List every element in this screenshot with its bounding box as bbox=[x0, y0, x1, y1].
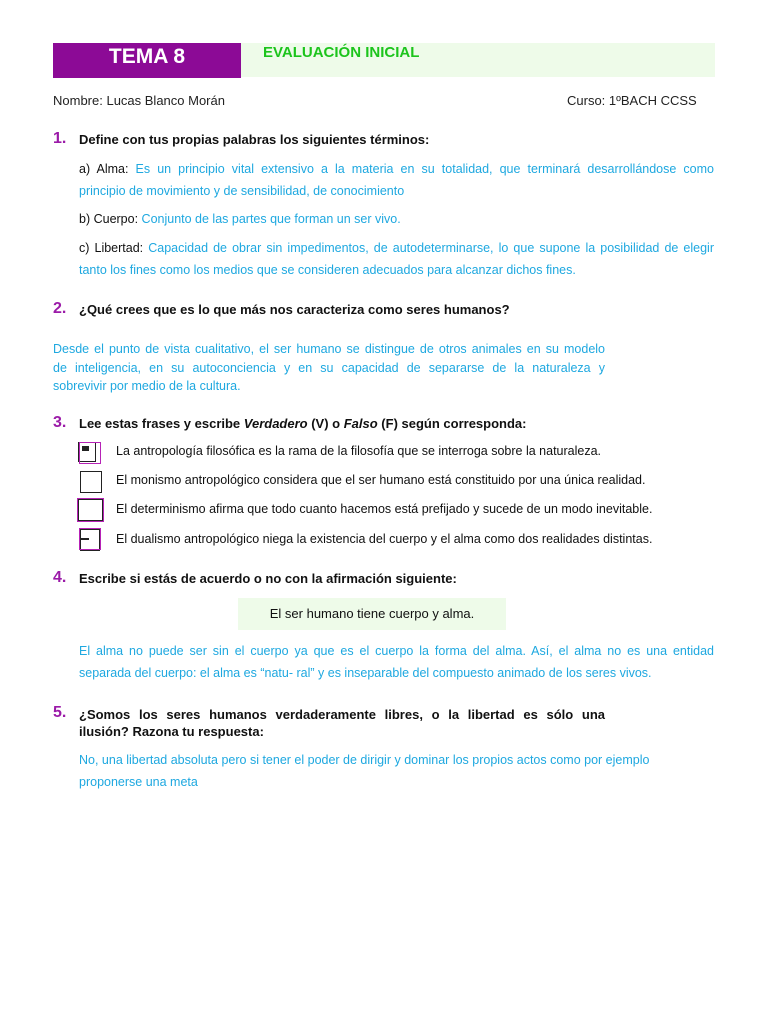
q5-text bbox=[79, 706, 605, 740]
evaluacion-title: EVALUACIÓN INICIAL bbox=[263, 44, 420, 61]
tema-title: TEMA 8 bbox=[108, 45, 186, 68]
tf-checkbox-4[interactable] bbox=[80, 529, 100, 551]
q1-b-block bbox=[79, 208, 714, 230]
q3-number: 3. bbox=[53, 414, 67, 431]
tema-banner bbox=[53, 43, 241, 78]
student-name: Nombre: Lucas Blanco Morán bbox=[53, 93, 225, 108]
q4-answer bbox=[79, 640, 714, 684]
q1-text: Define con tus propias palabras los siguientes términos: bbox=[79, 132, 430, 147]
q3-text bbox=[79, 416, 526, 431]
q2-text: ¿Qué crees que es lo que más nos caracteriza como seres humanos? bbox=[79, 302, 510, 317]
tf-checkbox-1[interactable] bbox=[78, 442, 96, 462]
q1-b-label: b) Cuerpo: bbox=[79, 212, 139, 226]
q1-a-answer-line1: Es un principio vital extensivo a la materia en su totalidad, que terminará desarrollándose como bbox=[135, 162, 714, 176]
tf-statement-2: El monismo antropológico considera que el ser humano está constituido por una única realidad. bbox=[116, 473, 646, 487]
tf-statement-4: El dualismo antropológico niega la existencia del cuerpo y el alma como dos realidades distintas. bbox=[116, 532, 653, 546]
q1-a-block bbox=[79, 158, 714, 202]
q1-c-label: c) Libertad: bbox=[79, 241, 144, 255]
statement-quote-box bbox=[238, 598, 506, 630]
q2-number: 2. bbox=[53, 300, 67, 317]
q3-text-part2: (V) o bbox=[307, 416, 344, 431]
q2-answer-line3: sobrevivir por medio de la cultura. bbox=[53, 379, 241, 393]
q1-a-label: a) Alma: bbox=[79, 162, 129, 176]
q1-a-answer-line2: principio de movimiento y de sensibilidad, de conocimiento bbox=[79, 184, 405, 198]
q1-c-answer-line1: Capacidad de obrar sin impedimentos, de autodeterminarse, lo que supone la posibilidad de elegir bbox=[148, 241, 715, 255]
q5-text-line1: ¿Somos los seres humanos verdaderamente libres, o la libertad es sólo una bbox=[79, 707, 605, 722]
q5-number: 5. bbox=[53, 704, 67, 721]
q2-answer-line1: Desde el punto de vista cualitativo, el ser humano se distingue de otros animales en su modelo bbox=[53, 342, 605, 356]
q4-answer-line1: El alma no puede ser sin el cuerpo ya que es el cuerpo la forma del alma. Así, el alma no es una entidad bbox=[79, 644, 714, 658]
q5-answer bbox=[79, 749, 679, 793]
tf-statement-1: La antropología filosófica es la rama de la filosofía que se interroga sobre la naturaleza. bbox=[116, 444, 602, 458]
q3-text-part1: Lee estas frases y escribe bbox=[79, 416, 244, 431]
evaluacion-banner bbox=[241, 43, 715, 77]
statement-quote: El ser humano tiene cuerpo y alma. bbox=[269, 606, 475, 621]
q2-answer-line2: de inteligencia, en su autoconciencia y en su capacidad de separarse de la naturaleza y bbox=[53, 360, 605, 375]
q5-answer-line2: proponerse una meta bbox=[79, 775, 198, 789]
q3-text-part3: (F) según corresponda: bbox=[377, 416, 527, 431]
tf-statement-3: El determinismo afirma que todo cuanto hacemos está prefijado y sucede de un modo inevitable. bbox=[116, 502, 653, 516]
q4-answer-line2: separada del cuerpo: el alma es “natu- ral” y es inseparable del compuesto animado de los seres vivos. bbox=[79, 666, 652, 680]
tf-checkbox-2[interactable] bbox=[80, 471, 102, 493]
q5-text-line2: ilusión? Razona tu respuesta: bbox=[79, 724, 264, 739]
q4-number: 4. bbox=[53, 569, 67, 586]
q2-answer bbox=[53, 340, 605, 396]
q1-b-answer: Conjunto de las partes que forman un ser vivo. bbox=[141, 212, 401, 226]
q3-text-verdadero: Verdadero bbox=[243, 416, 308, 431]
q5-answer-line1: No, una libertad absoluta pero si tener el poder de dirigir y dominar los propios actos como por ejemplo bbox=[79, 753, 650, 767]
tf-checkbox-3[interactable] bbox=[78, 499, 103, 521]
q1-c-block bbox=[79, 237, 714, 281]
q3-text-falso: Falso bbox=[343, 416, 378, 431]
q4-text: Escribe si estás de acuerdo o no con la afirmación siguiente: bbox=[79, 571, 457, 586]
q1-c-answer-line2: tanto los fines como los medios que se consideren adecuados para alcanzar dichos fines. bbox=[79, 263, 576, 277]
q1-number: 1. bbox=[53, 130, 67, 147]
course-label: Curso: 1ºBACH CCSS bbox=[567, 93, 697, 108]
